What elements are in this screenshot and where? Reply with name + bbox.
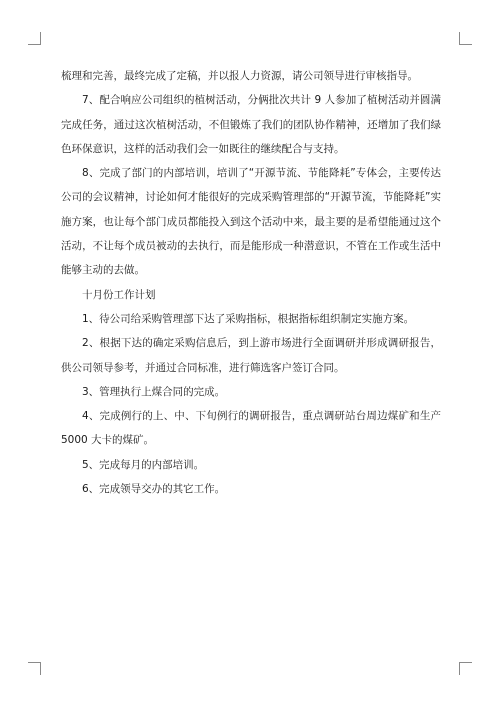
plan-item-5: 5、完成每月的内部培训。 <box>82 458 205 471</box>
plan-item-1: 1、待公司给采购管理部下达了采购指标，根据指标组织制定实施方案。 <box>82 312 415 325</box>
crop-mark-bottom-left <box>28 662 41 675</box>
plan-item-4: 4、完成例行的上、中、下旬例行的调研报告，重点调研站台周边煤矿和生产 5000 大卡的煤矿。 <box>61 410 441 447</box>
document-body <box>61 64 441 501</box>
section-heading-october-plan: 十月份工作计划 <box>82 288 156 301</box>
paragraph-item-7: 7、配合响应公司组织的植树活动，分俩批次共计 9 人参加了植树活动并圆满完成任务，通过这次植树活动，不但锻炼了我们的团队协作精神，还增加了我们绿色环保意识，这样的活动我们会一如既往的继续配合与支持。 <box>61 94 441 155</box>
crop-mark-bottom-right <box>459 662 472 675</box>
plan-item-2: 2、根据下达的确定采购信息后，到上游市场进行全面调研并形成调研报告，供公司领导参考，并通过合同标准，进行筛选客户签订合同。 <box>61 337 441 374</box>
crop-mark-top-left <box>28 32 41 45</box>
plan-item-3: 3、管理执行上煤合同的完成。 <box>82 385 226 398</box>
paragraph-item-8: 8、完成了部门的内部培训，培训了“开源节流、节能降耗”专体会，主要传达公司的会议精神，讨论如何才能很好的完成采购管理部的“开源节流，节能降耗”实施方案，也让每个部门成员都能投入到这个活动中来，最主要的是希望能通过这个活动，不让每个成员被动的去执行，而是能形成一种潜意识，不管在工作或生活中能够主动的去做。 <box>61 167 441 277</box>
plan-item-6: 6、完成领导交办的其它工作。 <box>82 483 226 496</box>
crop-mark-top-right <box>459 32 472 45</box>
paragraph-continuation: 梳理和完善，最终完成了定稿，并以报人力资源，请公司领导进行审核指导。 <box>61 70 418 82</box>
